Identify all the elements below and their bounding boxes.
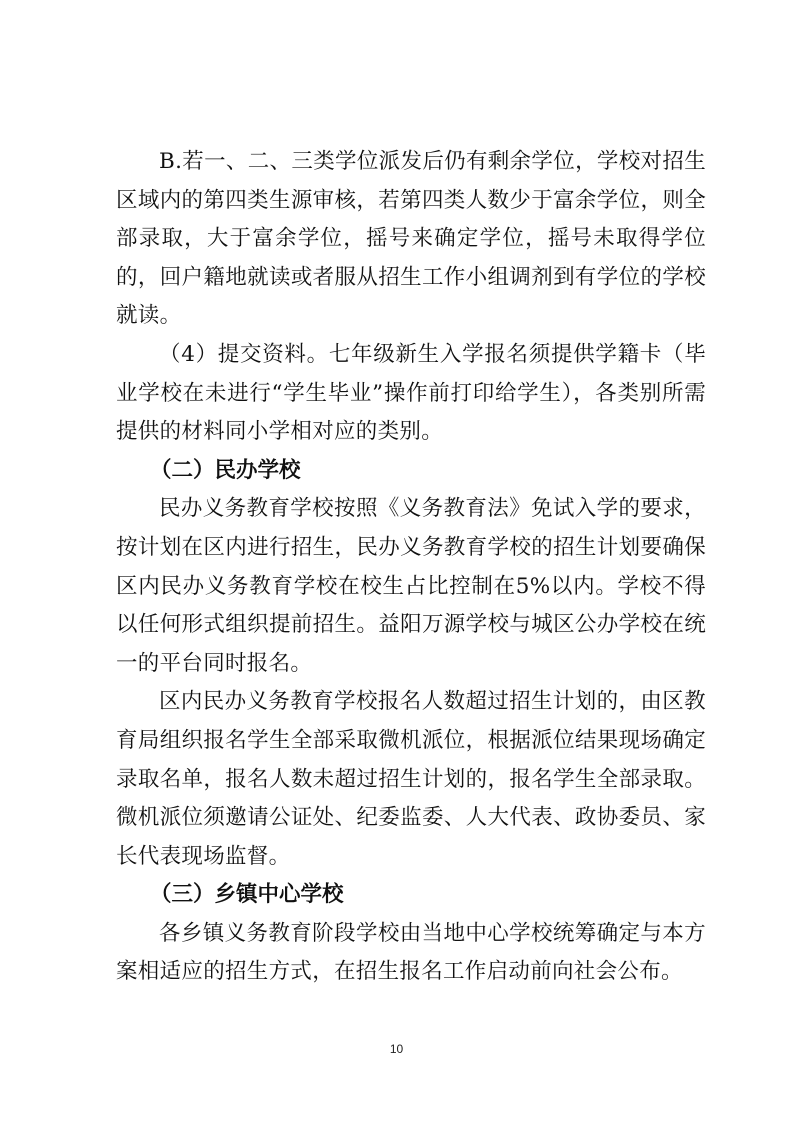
page-number: 10 [389,1042,404,1056]
paragraph-b-fourth-category: B.若一、二、三类学位派发后仍有剩余学位，学校对招生区域内的第四类生源审核，若第四类人数少于富余学位，则全部录取，大于富余学位，摇号来确定学位，摇号未取得学位的，回户籍地就读或者服从招生工作小组调剂到有学位的学校就读。 [116,149,706,329]
paragraph-private-schools-enrollment: 民办义务教育学校按照《义务教育法》免试入学的要求，按计划在区内进行招生，民办义务教育学校的招生计划要确保区内民办义务教育学校在校生占比控制在5%以内。学校不得以任何形式组织提前招生。益阳万源学校与城区公办学校在统一的平台同时报名。 [116,496,706,676]
document-body [116,143,706,992]
heading-private-schools: （二）民办学校 [150,457,301,483]
paragraph-private-schools-lottery: 区内民办义务教育学校报名人数超过招生计划的，由区教育局组织报名学生全部采取微机派位，根据派位结果现场确定录取名单，报名人数未超过招生计划的，报名学生全部录取。微机派位须邀请公证处、纪委监委、人大代表、政协委员、家长代表现场监督。 [116,689,706,869]
heading-township-schools: （三）乡镇中心学校 [150,882,344,908]
paragraph-submit-materials: （4）提交资料。七年级新生入学报名须提供学籍卡（毕业学校在未进行“学生毕业”操作前打印给学生），各类别所需提供的材料同小学相对应的类别。 [116,341,706,445]
paragraph-township-schools: 各乡镇义务教育阶段学校由当地中心学校统筹确定与本方案相适应的招生方式，在招生报名工作启动前向社会公布。 [116,920,706,985]
